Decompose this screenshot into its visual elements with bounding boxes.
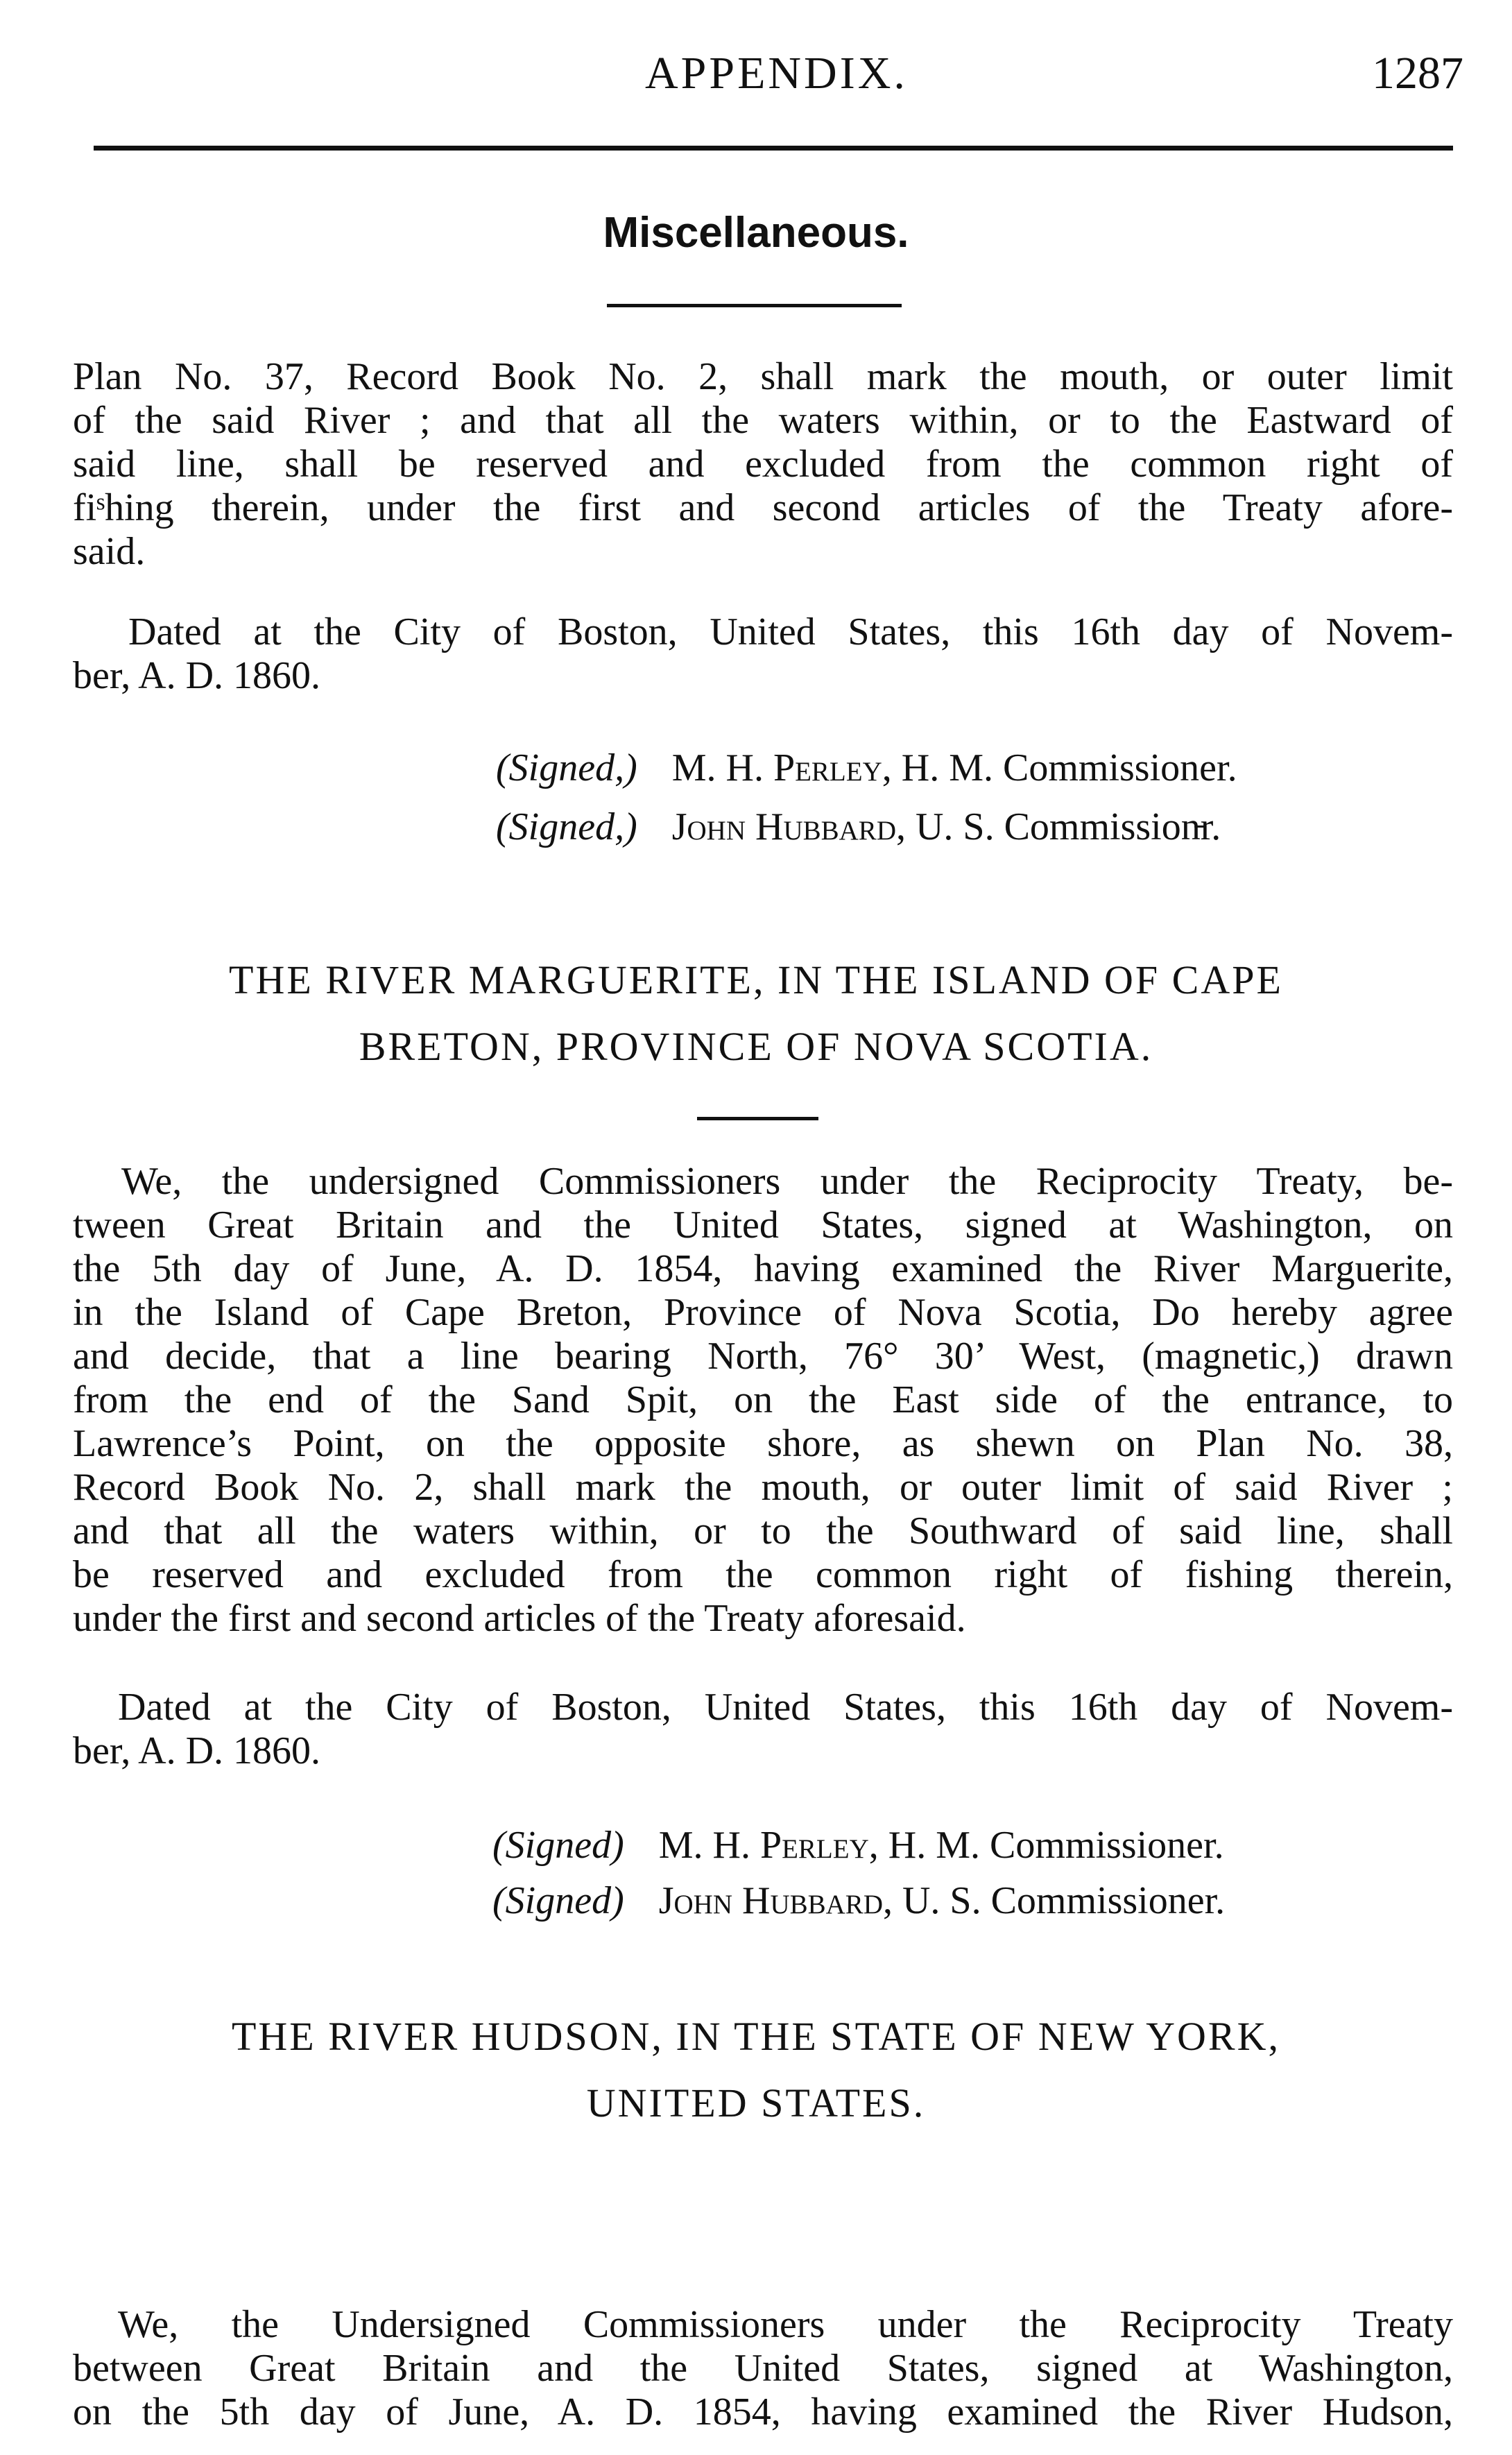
text-line: under the first and second articles of the Treaty aforesaid. [73,1597,966,1640]
signed-label: (Signed) [492,1879,624,1922]
signature-line [496,746,1237,790]
text-line: Lawrence’s Point, on the opposite shore, as shewn on Plan No. 38, [73,1422,1453,1465]
signature-line [492,1823,1224,1867]
text-line: We, the undersigned Commissioners under the Reciprocity Treaty, be- [121,1160,1453,1203]
text-line: from the end of the Sand Spit, on the East side of the entrance, to [73,1378,1453,1421]
dated-paragraph [73,1686,1453,1773]
text-line: said line, shall be reserved and excluded from the common right of [73,443,1453,486]
signed-label: (Signed,) [496,746,637,789]
signature-line [496,805,1221,849]
text-line: fiˢhing therein, under the first and second articles of the Treaty afore- [73,486,1453,529]
text-line: Record Book No. 2, shall mark the mouth, or outer limit of said River ; [73,1466,1453,1509]
signatory-title: H. M. Commissioner. [901,746,1237,789]
text-line: ber, A. D. 1860. [73,654,321,697]
text-line: the 5th day of June, A. D. 1854, having examined the River Marguerite, [73,1247,1453,1290]
signatory-title: U. S. Commission̵r. [915,805,1221,848]
signatory-title: H. M. Commissioner. [888,1824,1224,1867]
heading-line: THE RIVER MARGUERITE, IN THE ISLAND OF CAPE [229,957,1283,1002]
signed-label: (Signed,) [496,805,637,848]
signatory-name: John Hubbard, [671,805,906,848]
text-line: ber, A. D. 1860. [73,1729,321,1772]
section-heading: Miscellaneous. [603,209,909,257]
dated-paragraph [73,610,1453,698]
document-heading [0,947,1512,1080]
text-line: of the said River ; and that all the waters within, or to the Eastward of [73,399,1453,442]
text-line: Dated at the City of Boston, United States, this 16th day of Novem- [128,610,1453,653]
text-line: said. [73,530,146,573]
text-line: be reserved and excluded from the common right of fishing therein, [73,1553,1453,1596]
signature-line [492,1879,1225,1923]
document-heading [0,2003,1512,2137]
signed-label: (Signed) [492,1824,624,1867]
continuation-paragraph [73,355,1453,574]
text-line: We, the Undersigned Commissioners under the Reciprocity Treaty [118,2303,1453,2346]
signatory-name: M. H. Perley, [671,746,892,789]
text-line: and that all the waters within, or to the Southward of said line, shall [73,1509,1453,1552]
text-line: tween Great Britain and the United States, signed at Washington, on [73,1204,1453,1247]
section-divider [697,1117,818,1120]
signatory-title: U. S. Commissioner. [902,1879,1226,1922]
running-header-title: APPENDIX. [645,48,908,99]
header-rule [94,146,1453,151]
text-line: and decide, that a line bearing North, 76° 30’ West, (magnetic,) drawn [73,1335,1453,1378]
text-line: in the Island of Cape Breton, Province of Nova Scotia, Do hereby agree [73,1291,1453,1334]
body-paragraph [73,2303,1453,2434]
heading-line: UNITED STATES. [586,2080,926,2125]
page-number: 1287 [1372,48,1463,99]
signatory-name: John Hubbard, [658,1879,893,1922]
text-line: on the 5th day of June, A. D. 1854, having examined the River Hudson, [73,2390,1453,2433]
text-line: between Great Britain and the United States, signed at Washington, [73,2347,1453,2390]
text-line: Dated at the City of Boston, United States, this 16th day of Novem- [118,1686,1453,1729]
text-line: Plan No. 37, Record Book No. 2, shall mark the mouth, or outer limit [73,355,1453,398]
signatory-name: M. H. Perley, [658,1824,879,1867]
heading-line: BRETON, PROVINCE OF NOVA SCOTIA. [359,1024,1153,1069]
heading-line: THE RIVER HUDSON, IN THE STATE OF NEW YORK, [231,2014,1281,2059]
section-divider [607,304,902,307]
body-paragraph [73,1160,1453,1641]
